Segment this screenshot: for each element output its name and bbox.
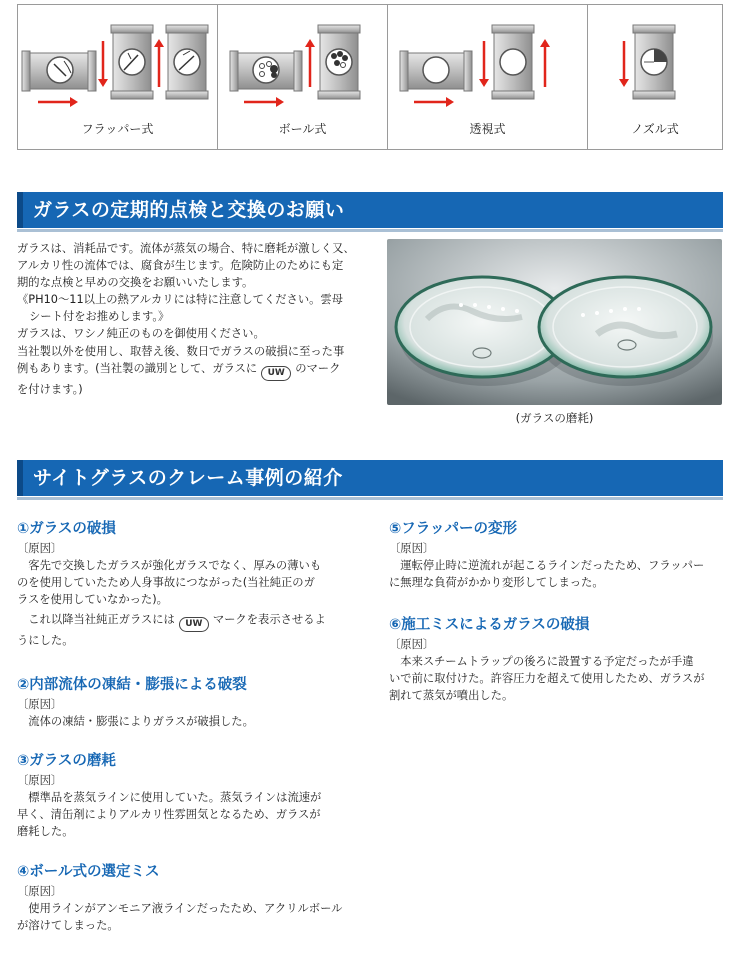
nozzle-type-cell: [588, 5, 722, 149]
glass-text-fragment: のマーク: [295, 361, 341, 375]
claim-title: ②内部流体の凍結・膨張による破裂: [17, 677, 247, 693]
flapper-type-label: フラッパー式: [81, 122, 154, 136]
claim-line: 本来スチームトラップの後ろに設置する予定だったが手違: [389, 655, 694, 668]
claim-line-with-mark: [17, 611, 362, 632]
claim-line: が溶けてしまった。: [17, 919, 119, 933]
claim-body: [17, 713, 362, 730]
ball-type-cell: [218, 5, 388, 149]
claim-line: 標準品を蒸気ラインに使用していた。蒸気ラインは流速が: [17, 791, 322, 804]
claim-item: [17, 752, 362, 840]
claim-line: ラスを使用していなかった)。: [17, 593, 168, 607]
see-through-type-label: 透視式: [469, 122, 506, 136]
claim-title: ⑥施工ミスによるガラスの破損: [389, 617, 590, 633]
nozzle-valve-illustration: [588, 23, 722, 113]
glass-text-line: を付けます。): [17, 382, 83, 396]
claim-body: [17, 900, 362, 934]
claim-item: [389, 616, 734, 704]
glass-text-line: ガラスは、ワシノ純正のものを御使用ください。: [17, 327, 265, 341]
glass-text-fragment: 例もあります。(当社製の識別として、ガラスに: [17, 361, 258, 375]
glass-text-line: ガラスは、消耗品です。流体が蒸気の場合、特に磨耗が激しく又、: [17, 242, 355, 255]
claim-item: [389, 520, 734, 591]
claim-line: 運転停止時に逆流れが起こるラインだったため、フラッパー: [389, 559, 705, 572]
claim-line: のを使用していたため人身事故につながった(当社純正のガ: [17, 576, 315, 590]
claim-body: [17, 789, 362, 840]
cause-label: 〔原因〕: [17, 885, 63, 898]
claim-title: ⑤フラッパーの変形: [389, 521, 517, 537]
cause-label: 〔原因〕: [17, 774, 63, 787]
claim-title: ①ガラスの破損: [17, 521, 116, 537]
claim-title: ④ボール式の選定ミス: [17, 864, 160, 880]
ball-type-label: ボール式: [278, 122, 327, 136]
glass-text-line: 当社製以外を使用し、取替え後、数日でガラスの破損に至った事: [17, 344, 345, 358]
ball-valve-illustration: [218, 23, 388, 113]
claim-item: [17, 676, 362, 730]
claim-body: [389, 557, 734, 591]
glass-text-line: シート付をお推めします。》: [29, 310, 170, 324]
claim-line: 磨耗した。: [17, 825, 74, 839]
claim-line: 客先で交換したガラスが強化ガラスでなく、厚みの薄いも: [17, 559, 322, 572]
claim-line: うにした。: [17, 634, 74, 648]
nozzle-type-label: ノズル式: [631, 122, 679, 136]
valve-types-table: [17, 4, 723, 150]
glass-text-line: 期的な点検と早めの交換をお願いいたします。: [17, 276, 254, 290]
uw-mark-icon: UW: [261, 366, 291, 381]
claim-text-fragment: これ以降当社純正ガラスには: [17, 613, 175, 627]
flapper-valve-illustration: [18, 23, 218, 113]
cause-label: 〔原因〕: [389, 638, 435, 651]
claim-text-fragment: マークを表示させるよ: [212, 613, 326, 627]
cause-label: 〔原因〕: [17, 698, 63, 711]
cause-label: 〔原因〕: [389, 542, 435, 555]
claim-body: [389, 653, 734, 704]
claim-item: [17, 520, 362, 649]
claim-line: に無理な負荷がかかり変形してしまった。: [389, 576, 604, 590]
glass-text-line: アルカリ性の流体では、腐食が生じます。危険防止のためにも定: [17, 259, 344, 273]
worn-glass-photo: [387, 239, 722, 405]
claim-item: [17, 863, 362, 934]
cause-label: 〔原因〕: [17, 542, 63, 555]
uw-mark-icon: UW: [179, 617, 209, 632]
claim-line: 割れて蒸気が噴出した。: [389, 689, 514, 703]
claim-line: 流体の凍結・膨張によりガラスが破損した。: [17, 715, 254, 728]
claim-line: 早く、清缶剤によりアルカリ性雰囲気となるため、ガラスが: [17, 808, 321, 822]
glass-inspection-header: ガラスの定期的点検と交換のお願い: [17, 192, 723, 228]
glass-text-line: 《PH10～11以上の熱アルカリには特に注意してください。雲母: [17, 293, 344, 307]
claim-line: 使用ラインがアンモニア液ラインだったため、アクリルボール: [17, 902, 343, 915]
claim-body: [17, 557, 362, 649]
glass-inspection-text: [17, 240, 377, 398]
claims-header: サイトグラスのクレーム事例の紹介: [17, 460, 723, 496]
claim-title: ③ガラスの磨耗: [17, 753, 116, 769]
flapper-type-cell: [18, 5, 218, 149]
see-through-type-cell: [388, 5, 588, 149]
glass-text-line-with-mark: [17, 360, 377, 381]
see-through-valve-illustration: [388, 23, 588, 113]
photo-caption: (ガラスの磨耗): [515, 411, 594, 425]
claim-line: いで前に取付けた。許容圧力を超えて使用したため、ガラスが: [389, 672, 705, 686]
